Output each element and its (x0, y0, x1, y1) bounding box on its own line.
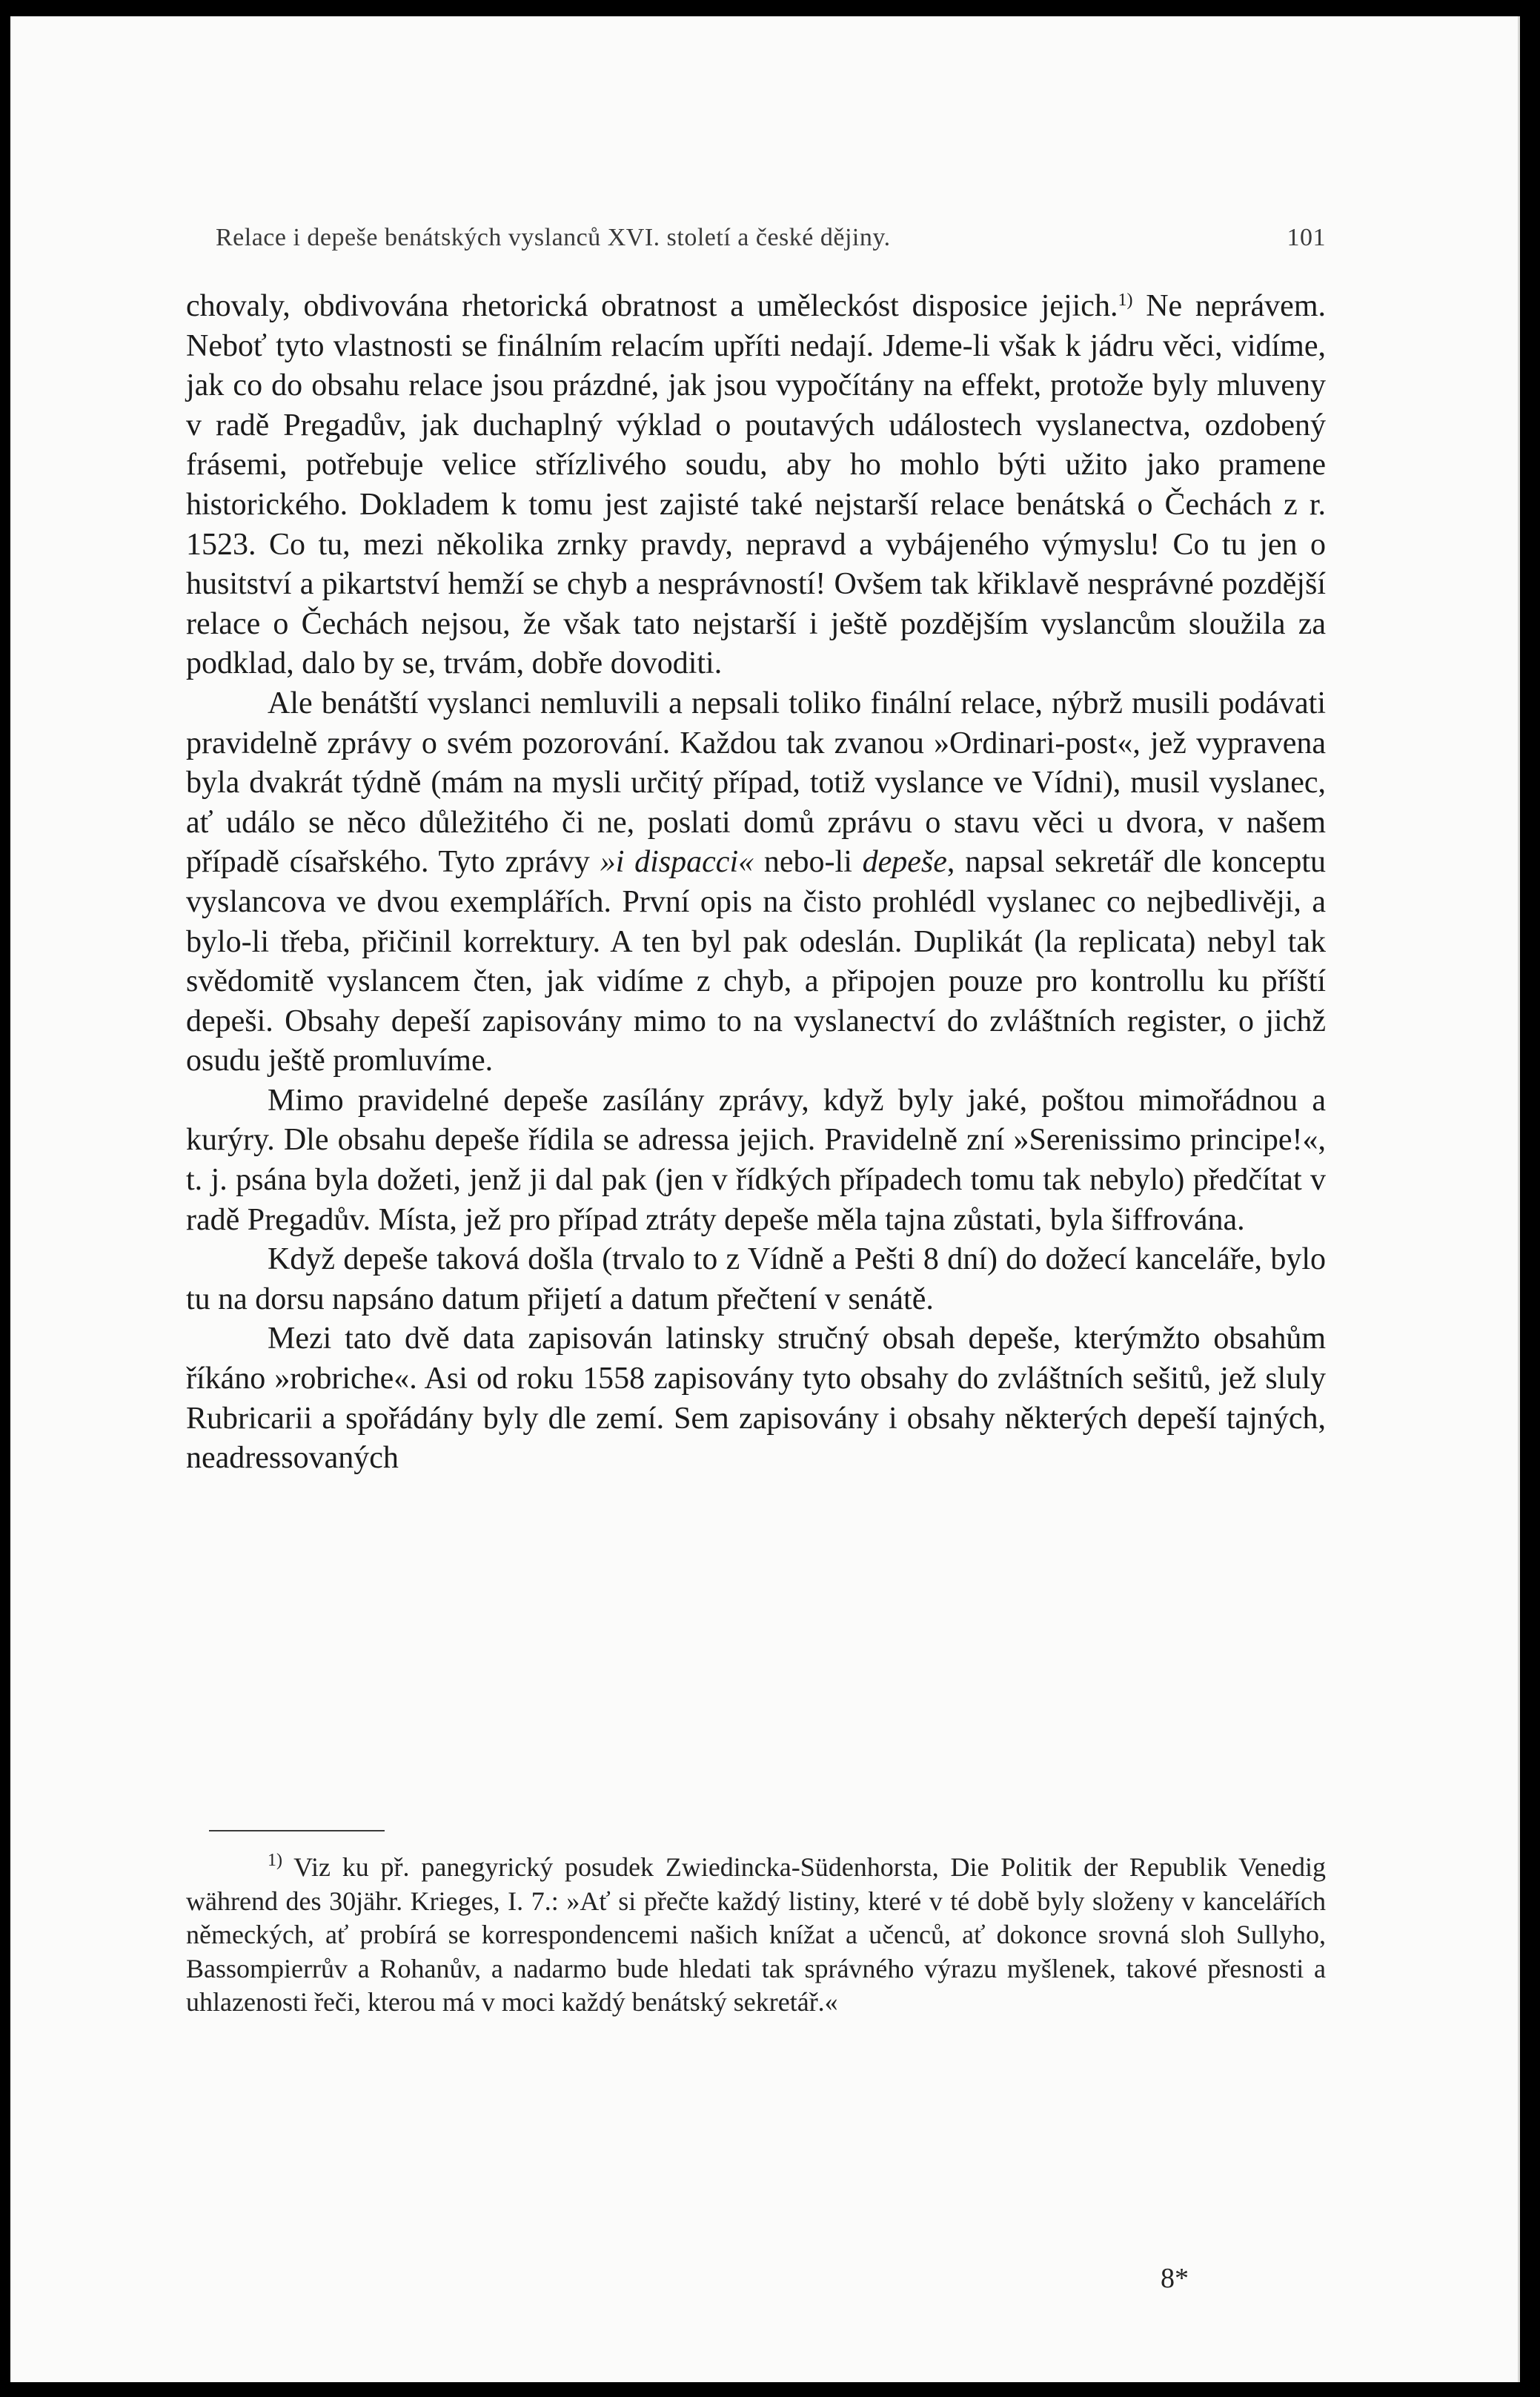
page-number: 101 (1287, 224, 1326, 251)
paragraph-4: Když depeše taková došla (trvalo to z Vídně a Pešti 8 dní) do dožecí kanceláře, bylo tu na dorsu napsáno datum přijetí a datum přečtení v senátě. (186, 1242, 1326, 1316)
footnotes (186, 1851, 1326, 2020)
footnote-reference: 1) (1118, 291, 1133, 310)
running-head (216, 224, 1326, 252)
paragraph-1-text-after: Ne neprávem. Neboť tyto vlastnosti se finálním relacím upříti nedají. Jdeme-li však k jádru věci, vidíme, jak co do obsahu relace jsou prázdné, jak jsou vypočítány na effekt, protože byly mluveny v radě Pregadův, jak duchaplný výklad o poutavých událostech vyslanectva, ozdobený frásemi, potřebuje velice střízlivého soudu, aby ho mohlo býti užito jako pramene historického. Dokladem k tomu jest zajisté také nejstarší relace benátská o Čechách z r. 1523. Co tu, mezi několika zrnky pravdy, nepravd a vybájeného výmyslu! Co tu jen o husitství a pikartství hemží se chyb a nesprávností! Ovšem tak křiklavě nesprávné pozdější relace o Čechách nejsou, že však tato nejstarší i ještě pozdějším vyslancům sloužila za podklad, dalo by se, trvám, dobře dovoditi. (186, 289, 1326, 681)
signature-mark: 8* (1161, 2263, 1189, 2294)
paragraph-2-text-before: Ale benátští vyslanci nemluvili a nepsali toliko finální relace, nýbrž musili podávati pravidelně zprávy o svém pozorování. Každou tak zvanou »Ordinari-post«, jež vypravena byla dvakrát týdně (mám na mysli určitý případ, totiž vyslance ve Vídni), musil vyslanec, ať událo se něco důležitého či ne, poslati domů zprávu o stavu věci u dvora, v našem případě císařského. Tyto zprávy (186, 686, 1326, 880)
italic-term-depese: depeše (862, 845, 947, 880)
paragraph-2 (186, 684, 1326, 1081)
footnote-mark: 1) (268, 1851, 282, 1870)
paragraph-2-text-after: , napsal sekretář dle konceptu vyslancova ve dvou exemplářích. První opis na čisto prohlédl vyslanec co nejbedlivěji, a bylo-li třeba, přičinil korrektury. A ten byl pak odeslán. Duplikát (la replicata) nebyl tak svědomitě vyslancem čten, jak vidíme z chyb, a připojen pouze pro kontrollu ku příští depeši. Obsahy depeší zapisovány mimo to na vyslanectví do zvláštních register, o jichž osudu ještě promluvíme. (186, 845, 1326, 1078)
paragraph-5: Mezi tato dvě data zapisován latinsky stručný obsah depeše, kterýmžto obsahům říkáno »robriche«. Asi od roku 1558 zapisovány tyto obsahy do zvláštních sešitů, jež sluly Rubricarii a spořádány byly dle zemí. Sem zapisovány i obsahy některých depeší tajných, neadressovaných (186, 1322, 1326, 1476)
footnote-text: Viz ku př. panegyrický posudek Zwiedincka-Südenhorsta, Die Politik der Republik Venedig während des 30jähr. Krieges, I. 7.: »Ať si přečte každý listiny, které v té době byly složeny v kancelářích německých, ať probírá se korrespondencemi našich knížat a učenců, ať dokonce srovná sloh Sullyho, Bassompierrův a Rohanův, a nadarmo bude hledati tak správného výrazu myšlenek, takové přesnosti a uhlazenosti řeči, kterou má v moci každý benátský sekretář.« (186, 1852, 1326, 2017)
paragraph-1 (186, 287, 1326, 684)
footnote-divider (209, 1830, 385, 1831)
body-text (186, 287, 1326, 1479)
paragraph-2-text-middle: nebo-li (754, 845, 863, 880)
footnote-1 (186, 1851, 1326, 2020)
paragraph-1-text-before: chovaly, obdivována rhetorická obratnost a uměleckóst disposice jejich. (186, 289, 1118, 323)
paragraph-3: Mimo pravidelné depeše zasílány zprávy, když byly jaké, poštou mimořádnou a kurýry. Dle obsahu depeše řídila se adressa jejich. Pravidelně zní »Serenissimo principe!«, t. j. psána byla dožeti, jenž ji dal pak (jen v řídkých případech tomu tak nebylo) předčítat v radě Pregadův. Místa, jež pro případ ztráty depeše měla tajna zůstati, byla šiffrována. (186, 1083, 1326, 1237)
italic-term-dispacci: »i dispacci« (600, 845, 754, 880)
running-head-title: Relace i depeše benátských vyslanců XVI. století a české dějiny. (216, 224, 891, 251)
